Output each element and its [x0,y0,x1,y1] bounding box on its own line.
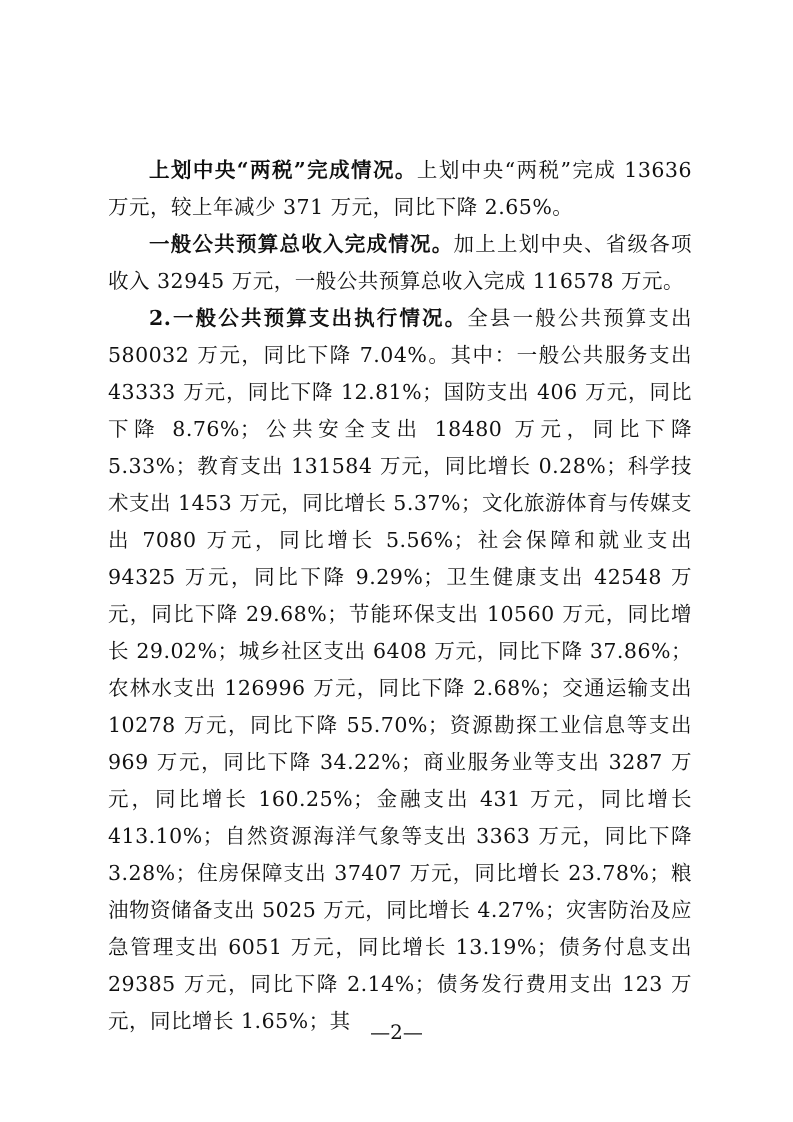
paragraph-total-revenue [108,226,692,300]
paragraph-lead: 上划中央“两税”完成情况。 [149,158,417,182]
paragraph-central-taxes [108,152,692,226]
paragraph-text: 全县一般公共预算支出 580032 万元，同比下降 7.04%。其中：一般公共服务支出 43333 万元，同比下降 12.81%；国防支出 406 万元，同比下降 8.76%；公共安全支出 18480 万元，同比下降 5.33%；教育支出 131584 万元，同比增长 0.28%；科学技术支出 1453 万元，同比增长 5.37%；文化旅游体育与传媒支出 7080 万元，同比增长 5.56%；社会保障和就业支出 94325 万元，同比下降 9.29%；卫生健康支出 42548 万元，同比下降 29.68%；节能环保支出 10560 万元，同比增长 29.02%；城乡社区支出 6408 万元，同比下降 37.86%；农林水支出 126996 万元，同比下降 2.68%；交通运输支出 10278 万元，同比下降 55.70%；资源勘探工业信息等支出 969 万元，同比下降 34.22%；商业服务业等支出 3287 万元，同比增长 160.25%；金融支出 431 万元，同比增长 413.10%；自然资源海洋气象等支出 3363 万元，同比下降 3.28%；住房保障支出 37407 万元，同比增长 23.78%；粮油物资储备支出 5025 万元，同比增长 4.27%；灾害防治及应急管理支出 6051 万元，同比增长 13.19%；债务付息支出 29385 万元，同比下降 2.14%；债务发行费用支出 123 万元，同比增长 1.65%；其 [108,306,693,1033]
page-number: —2— [370,1020,423,1044]
paragraph-text: 加上上划中央、省级各项收入 32945 万元，一般公共预算总收入完成 116578 万元。 [108,232,692,293]
paragraph-lead: 2.一般公共预算支出执行情况。 [149,306,468,330]
paragraph-text: 上划中央“两税”完成 13636 万元，较上年减少 371 万元，同比下降 2.65%。 [108,158,692,219]
body-text [108,152,692,1040]
paragraph-expenditure [108,300,692,1040]
paragraph-lead: 一般公共预算总收入完成情况。 [149,232,454,256]
